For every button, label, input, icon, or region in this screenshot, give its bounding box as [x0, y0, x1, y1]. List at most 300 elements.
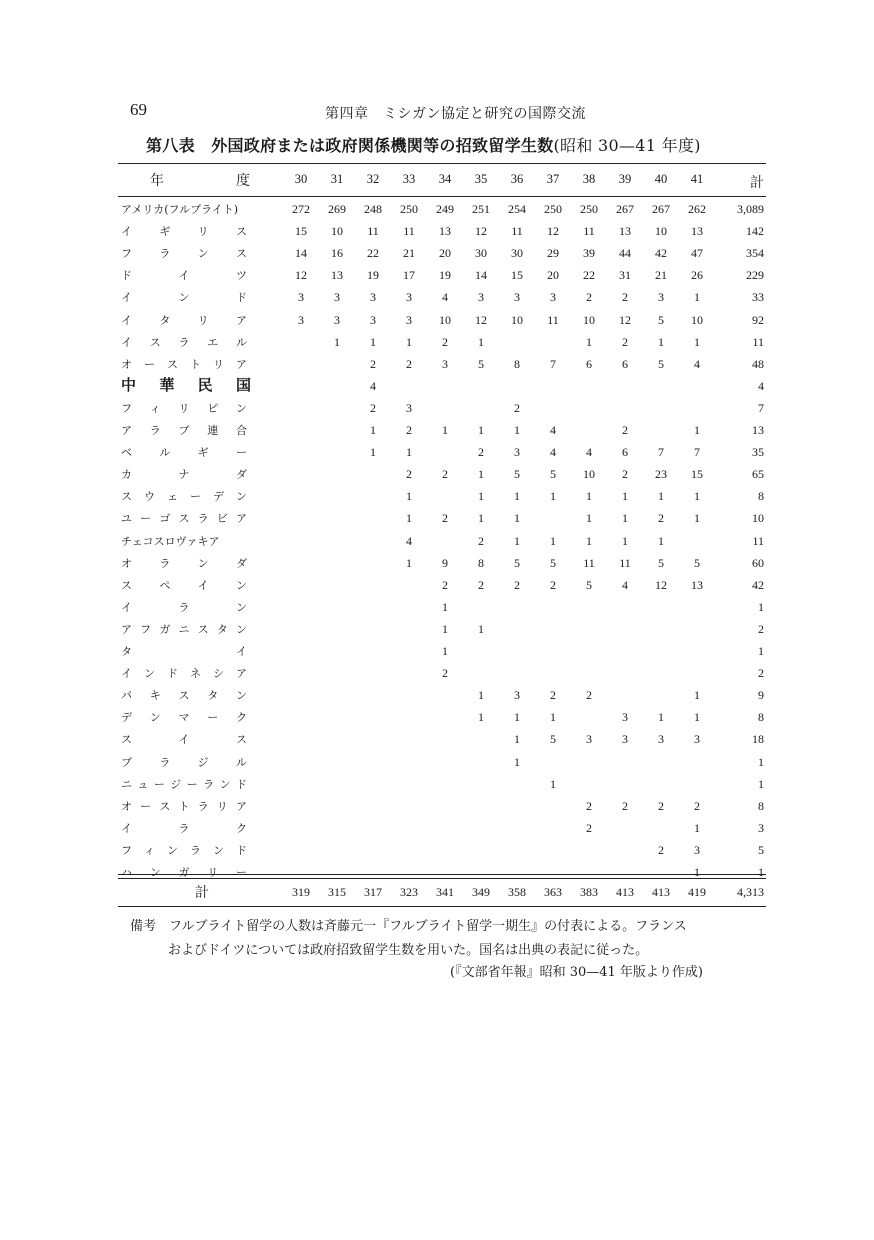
country-char: ー	[140, 512, 152, 526]
table-cell: 2	[550, 688, 556, 703]
total-header: 計	[750, 176, 764, 191]
country-char: イ	[121, 600, 132, 614]
table-cell: 13	[691, 577, 703, 592]
row-total-cell: 13	[752, 423, 764, 437]
table-cell: 5	[586, 577, 592, 592]
row-total-cell: 1	[758, 754, 764, 769]
country-char: ア	[235, 512, 247, 526]
table-cell: 2	[442, 577, 448, 592]
table-cell: 251	[472, 202, 490, 216]
country-char: ラ	[197, 512, 209, 526]
table-cell: 3	[694, 842, 700, 857]
table-cell: 254	[508, 202, 526, 216]
row-total-cell: 1	[758, 776, 764, 791]
row-country-label	[121, 621, 247, 637]
table-cell: 2	[550, 577, 556, 592]
country-char: ス	[149, 335, 161, 349]
table-cell: 6	[622, 356, 628, 371]
country-char: ブ	[178, 424, 190, 437]
country-char: イ	[197, 578, 209, 592]
table-cell: 10	[583, 312, 595, 327]
row-total-cell: 1	[758, 865, 764, 879]
row-total-cell: 142	[746, 224, 764, 239]
country-char: ン	[236, 401, 247, 415]
table-cell: 5	[658, 312, 664, 327]
row-total-cell: 4	[758, 378, 764, 393]
table-top-rule	[118, 163, 766, 164]
country-char: ラ	[190, 843, 201, 857]
table-cell: 2	[586, 820, 592, 835]
country-char: オ	[121, 556, 132, 570]
table-cell: 1	[442, 621, 448, 636]
country-char: ド	[121, 269, 132, 283]
table-cell: 12	[295, 268, 307, 283]
country-char: ク	[236, 711, 247, 725]
column-total-cell: 358	[508, 885, 526, 899]
table-cell: 4	[694, 356, 700, 371]
table-cell: 5	[694, 555, 700, 570]
row-country-label	[121, 731, 247, 747]
country-char: ア	[236, 357, 247, 371]
table-cell: 2	[442, 334, 448, 349]
table-cell: 1	[694, 688, 700, 703]
table-cell: 1	[514, 732, 520, 747]
country-char: 中	[121, 375, 137, 394]
table-cell: 26	[691, 268, 703, 283]
country-char: ェ	[167, 490, 178, 504]
totals-label: 計	[195, 885, 209, 901]
country-char: ツ	[236, 269, 247, 283]
table-cell: 1	[694, 820, 700, 835]
country-char: 連	[207, 424, 219, 437]
table-cell: 1	[478, 710, 484, 725]
table-cell: 1	[586, 489, 592, 504]
row-country-label	[121, 400, 247, 416]
table-title-period: (昭和 30—41 年度)	[553, 136, 701, 155]
country-char: タ	[121, 645, 132, 658]
row-country-label	[121, 665, 247, 681]
country-char: 合	[236, 424, 247, 437]
country-char: タ	[159, 313, 171, 327]
country-char: ス	[236, 733, 247, 747]
table-cell: 3	[334, 290, 340, 305]
table-cell: 1	[622, 489, 628, 504]
country-char: ラ	[203, 777, 215, 791]
row-country-label	[121, 709, 247, 725]
table-cell: 2	[478, 445, 484, 460]
table-cell: 1	[658, 489, 664, 504]
table-cell: 10	[439, 312, 451, 327]
country-char: ラ	[159, 247, 171, 261]
country-char: フ	[121, 401, 132, 415]
row-total-cell: 65	[752, 467, 764, 482]
country-char: ラ	[178, 600, 190, 614]
year-header-40: 40	[654, 172, 668, 186]
country-char: ス	[121, 490, 132, 504]
table-cell: 30	[511, 246, 523, 261]
table-cell: 1	[478, 467, 484, 482]
table-cell: 3	[514, 290, 520, 305]
row-total-cell: 35	[752, 445, 764, 460]
table-cell: 10	[331, 224, 343, 239]
country-char: ン	[213, 843, 224, 857]
table-cell: 15	[691, 467, 703, 482]
year-header-36: 36	[510, 172, 524, 186]
year-header-31: 31	[330, 172, 344, 186]
table-cell: 5	[478, 356, 484, 371]
table-cell: 15	[511, 268, 523, 283]
country-char: ダ	[235, 556, 247, 570]
table-cell: 39	[583, 246, 595, 261]
country-char: ピ	[207, 401, 219, 415]
country-char: デ	[213, 490, 224, 504]
table-cell: 21	[655, 268, 667, 283]
country-char: ン	[197, 247, 209, 261]
row-total-cell: 8	[758, 710, 764, 725]
table-cell: 11	[619, 555, 631, 570]
table-cell: 2	[370, 400, 376, 415]
year-header-38: 38	[582, 172, 596, 186]
country-char: ハ	[121, 866, 132, 879]
country-char: シ	[213, 667, 224, 681]
table-cell: 248	[364, 202, 382, 216]
country-char: イ	[121, 291, 132, 305]
row-country-label	[121, 488, 247, 504]
table-cell: 3	[442, 356, 448, 371]
table-cell: 1	[694, 290, 700, 305]
table-cell: 1	[478, 688, 484, 703]
year-header-char-1: 年	[150, 173, 164, 189]
row-country-label	[121, 267, 247, 283]
table-cell: 3	[550, 290, 556, 305]
country-char: イ	[178, 733, 190, 747]
table-cell: 1	[550, 533, 556, 548]
table-cell: 1	[406, 511, 412, 526]
row-country-label	[121, 374, 251, 395]
country-char: キ	[149, 689, 161, 703]
note-line-2: およびドイツについては政府招致留学生数を用いた。国名は出典の表記に従った。	[168, 943, 649, 958]
row-total-cell: 8	[758, 489, 764, 504]
country-char: ブ	[121, 755, 132, 769]
country-char: ィ	[144, 843, 155, 857]
table-cell: 1	[694, 489, 700, 504]
country-char: イ	[121, 225, 132, 239]
table-cell: 2	[622, 423, 628, 437]
table-cell: 11	[367, 224, 379, 239]
table-cell: 20	[439, 246, 451, 261]
row-country-label	[121, 334, 247, 350]
country-char: リ	[213, 357, 224, 371]
table-cell: 10	[583, 467, 595, 482]
country-char: ド	[167, 667, 178, 681]
table-cell: 1	[442, 599, 448, 614]
year-header-39: 39	[618, 172, 632, 186]
table-cell: 14	[295, 246, 307, 261]
table-cell: 1	[586, 511, 592, 526]
country-char: ス	[235, 225, 247, 239]
table-cell: 262	[688, 202, 706, 216]
table-cell: 7	[658, 445, 664, 460]
country-char: ス	[235, 247, 247, 261]
table-cell: 5	[658, 356, 664, 371]
country-char: フ	[121, 247, 132, 261]
table-cell: 10	[655, 224, 667, 239]
table-cell: 4	[550, 423, 556, 437]
country-char: ラ	[159, 755, 171, 769]
country-char: ネ	[190, 667, 201, 681]
table-cell: 11	[403, 224, 415, 239]
table-cell: 10	[691, 312, 703, 327]
country-char: ユ	[121, 512, 132, 526]
table-cell: 5	[514, 467, 520, 482]
country-char: ガ	[178, 866, 190, 879]
table-cell: 250	[544, 202, 562, 216]
table-cell: 6	[586, 356, 592, 371]
table-cell: 29	[547, 246, 559, 261]
country-char: ギ	[159, 225, 171, 239]
country-char: ル	[159, 446, 171, 460]
row-country-label	[121, 643, 247, 659]
table-cell: 1	[514, 423, 520, 437]
table-cell: 20	[547, 268, 559, 283]
country-char: ア	[121, 622, 132, 636]
table-cell: 23	[655, 467, 667, 482]
table-cell: 5	[550, 732, 556, 747]
country-char: ン	[144, 667, 155, 681]
table-cell: 1	[442, 423, 448, 437]
country-char: ー	[153, 777, 165, 791]
country-char: ラ	[159, 556, 171, 570]
country-char: ュ	[137, 777, 149, 791]
row-total-cell: 9	[758, 688, 764, 703]
country-char: ス	[178, 512, 190, 526]
table-cell: 1	[694, 423, 700, 437]
row-country-label	[121, 223, 247, 239]
country-char: ン	[236, 490, 247, 504]
row-total-cell: 3,089	[737, 202, 764, 216]
country-char: ニ	[178, 622, 190, 636]
country-char: ド	[236, 843, 247, 857]
table-cell: 2	[442, 666, 448, 681]
row-country-label	[121, 466, 247, 482]
table-cell: 1	[514, 754, 520, 769]
table-cell: 12	[475, 224, 487, 239]
country-char: ア	[121, 424, 132, 437]
table-cell: 3	[406, 400, 412, 415]
country-char: ン	[236, 600, 247, 614]
year-header	[150, 170, 250, 190]
row-total-cell: 10	[752, 511, 764, 526]
table-cell: 5	[550, 555, 556, 570]
country-char: ビ	[216, 512, 228, 526]
country-char: パ	[121, 689, 132, 703]
table-cell: 13	[619, 224, 631, 239]
column-total-cell: 383	[580, 885, 598, 899]
table-cell: 2	[478, 533, 484, 548]
row-total-cell: 3	[758, 820, 764, 835]
row-country-label	[121, 422, 247, 438]
table-cell: 1	[694, 865, 700, 879]
table-note	[130, 915, 770, 963]
table-cell: 5	[514, 555, 520, 570]
row-total-cell: 7	[758, 400, 764, 415]
table-cell: 3	[334, 312, 340, 327]
column-total-cell: 323	[400, 885, 418, 899]
country-char: ト	[178, 799, 190, 813]
table-cell: 3	[298, 290, 304, 305]
row-country-label	[121, 599, 247, 615]
table-cell: 1	[622, 533, 628, 548]
country-char: ウ	[144, 490, 155, 504]
table-cell: 1	[514, 511, 520, 526]
country-char: タ	[216, 622, 228, 636]
country-char: 民	[197, 375, 213, 394]
row-country-label	[121, 289, 247, 305]
table-cell: 2	[406, 356, 412, 371]
table-cell: 3	[694, 732, 700, 747]
table-cell: 31	[619, 268, 631, 283]
table-cell: 1	[406, 489, 412, 504]
country-char: リ	[197, 225, 209, 239]
column-total-cell: 315	[328, 885, 346, 899]
table-cell: 2	[622, 798, 628, 813]
row-total-cell: 5	[758, 842, 764, 857]
country-char: ン	[235, 622, 247, 636]
country-char: ル	[235, 755, 247, 769]
table-cell: 249	[436, 202, 454, 216]
country-char: ン	[167, 843, 178, 857]
table-cell: 10	[511, 312, 523, 327]
table-cell: 2	[658, 511, 664, 526]
table-cell: 47	[691, 246, 703, 261]
table-cell: 1	[586, 533, 592, 548]
table-cell: 1	[514, 710, 520, 725]
country-char: リ	[207, 866, 219, 879]
country-char: ア	[235, 799, 247, 813]
country-char: ス	[121, 578, 132, 592]
row-total-cell: 11	[752, 533, 764, 548]
table-cell: 2	[658, 798, 664, 813]
country-char: オ	[121, 357, 132, 371]
country-char: ダ	[236, 468, 247, 482]
country-char: ー	[236, 866, 247, 879]
table-cell: 1	[478, 423, 484, 437]
country-char: ラ	[178, 335, 190, 349]
table-cell: 8	[478, 555, 484, 570]
year-header-33: 33	[402, 172, 416, 186]
column-total-cell: 363	[544, 885, 562, 899]
country-char: ス	[197, 622, 209, 636]
row-total-cell: 2	[758, 621, 764, 636]
table-cell: 1	[694, 511, 700, 526]
table-cell: 5	[658, 555, 664, 570]
country-char: ー	[144, 357, 155, 371]
table-cell: 2	[622, 334, 628, 349]
table-cell: 19	[439, 268, 451, 283]
country-char: ス	[167, 357, 178, 371]
table-header-rule	[118, 196, 766, 197]
row-country-label	[121, 820, 247, 836]
table-cell: 2	[478, 577, 484, 592]
row-total-cell: 92	[752, 312, 764, 327]
table-cell: 13	[439, 224, 451, 239]
table-cell: 3	[298, 312, 304, 327]
row-total-cell: 8	[758, 798, 764, 813]
table-cell: 2	[694, 798, 700, 813]
country-char: マ	[178, 711, 190, 725]
table-cell: 11	[547, 312, 559, 327]
country-char: ラ	[178, 821, 190, 835]
grand-total-cell: 4,313	[737, 885, 764, 899]
table-cell: 3	[586, 732, 592, 747]
table-cell: 2	[442, 511, 448, 526]
table-source: (『文部省年報』昭和 30—41 年版より作成)	[450, 965, 703, 980]
table-cell: 11	[583, 555, 595, 570]
year-header-32: 32	[366, 172, 380, 186]
row-total-cell: 354	[746, 246, 764, 261]
country-char: ー	[190, 490, 201, 504]
table-cell: 2	[586, 798, 592, 813]
country-char: ン	[235, 578, 247, 592]
year-header-34: 34	[438, 172, 452, 186]
table-cell: 4	[550, 445, 556, 460]
table-cell: 3	[622, 710, 628, 725]
table-cell: 1	[478, 489, 484, 504]
table-cell: 3	[478, 290, 484, 305]
table-cell: 6	[622, 445, 628, 460]
table-cell: 22	[583, 268, 595, 283]
country-char: ス	[159, 799, 171, 813]
country-char: ナ	[178, 468, 190, 482]
table-cell: 30	[475, 246, 487, 261]
row-total-cell: 33	[752, 290, 764, 305]
country-char: ド	[235, 777, 247, 791]
table-end-rule	[118, 906, 766, 907]
row-country-label	[121, 245, 247, 261]
page-number: 69	[130, 100, 147, 119]
country-char: フ	[140, 622, 152, 636]
country-char: ト	[190, 357, 201, 371]
country-char: ス	[178, 689, 190, 703]
country-char: ル	[236, 335, 247, 349]
table-cell: 2	[514, 577, 520, 592]
table-cell: 1	[478, 334, 484, 349]
table-cell: 4	[442, 290, 448, 305]
row-total-cell: 1	[758, 599, 764, 614]
country-char: ー	[186, 777, 198, 791]
table-cell: 5	[550, 467, 556, 482]
table-cell: 3	[370, 290, 376, 305]
table-cell: 12	[475, 312, 487, 327]
row-total-cell: 1	[758, 644, 764, 658]
country-char: イ	[121, 821, 132, 835]
country-char: ジ	[197, 755, 209, 769]
table-cell: 13	[331, 268, 343, 283]
row-country-label: チェコスロヴァキア	[121, 534, 220, 548]
table-cell: 7	[694, 445, 700, 460]
table-cell: 1	[442, 644, 448, 658]
table-cell: 21	[403, 246, 415, 261]
table-cell: 11	[511, 224, 523, 239]
country-char: ギ	[197, 446, 209, 460]
table-cell: 4	[586, 445, 592, 460]
year-header-41: 41	[690, 172, 704, 186]
column-total-cell: 319	[292, 885, 310, 899]
table-cell: 272	[292, 202, 310, 216]
table-cell: 2	[406, 467, 412, 482]
running-header: 第四章 ミシガン協定と研究の国際交流	[325, 106, 586, 122]
country-char: ニ	[121, 777, 132, 791]
